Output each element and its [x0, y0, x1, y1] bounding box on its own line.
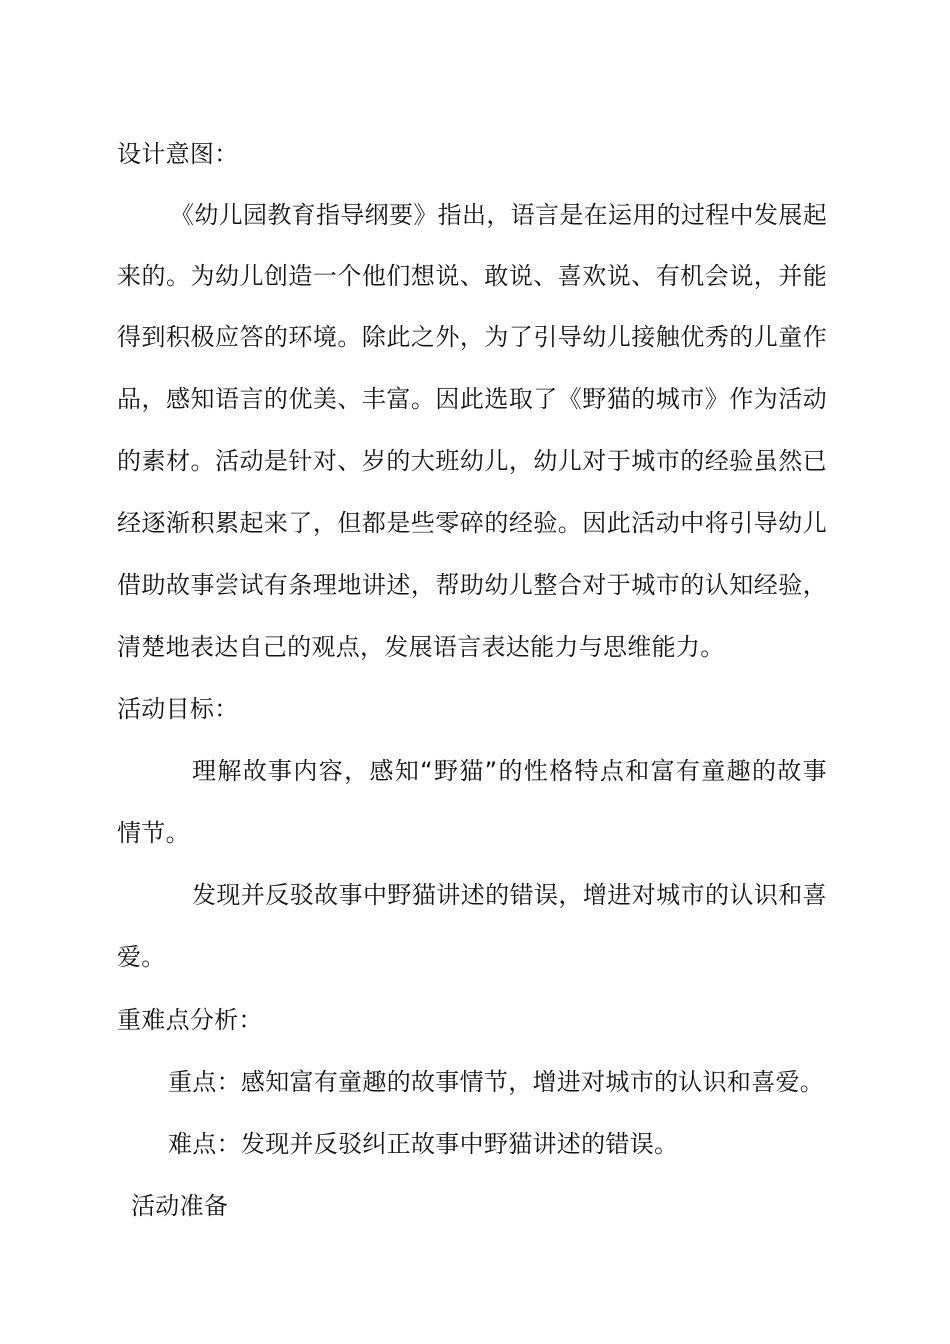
design-intent-line-3: 得到积极应答的环境。除此之外，为了引导幼儿接触优秀的儿童作	[117, 323, 827, 351]
design-intent-line-2: 来的。为幼儿创造一个他们想说、敢说、喜欢说、有机会说，并能	[117, 262, 827, 290]
key-points-heading: 重难点分析：	[117, 1006, 263, 1034]
goal-2-line-1: 发现并反驳故事中野猫讲述的错误，增进对城市的认识和喜	[192, 881, 827, 909]
design-intent-heading: 设计意图：	[117, 140, 239, 168]
goal-1-line-2: 情节。	[117, 819, 190, 847]
design-intent-line-6: 经逐渐积累起来了，但都是些零碎的经验。因此活动中将引导幼儿	[117, 509, 827, 537]
goals-heading: 活动目标：	[117, 695, 239, 723]
design-intent-line-8: 清楚地表达自己的观点，发展语言表达能力与思维能力。	[117, 633, 725, 661]
preparation-heading: 活动准备	[131, 1192, 229, 1220]
design-intent-line-7: 借助故事尝试有条理地讲述，帮助幼儿整合对于城市的认知经验，	[117, 571, 827, 599]
key-point: 重点：感知富有童趣的故事情节，增进对城市的认识和喜爱。	[168, 1068, 825, 1096]
design-intent-line-5: 的素材。活动是针对、岁的大班幼儿，幼儿对于城市的经验虽然已	[117, 447, 827, 475]
difficulty-point: 难点：发现并反驳纠正故事中野猫讲述的错误。	[168, 1130, 679, 1158]
goal-1-line-1: 理解故事内容，感知“野猫”的性格特点和富有童趣的故事	[192, 757, 827, 785]
goal-2-line-2: 爱。	[117, 943, 166, 971]
design-intent-line-4: 品，感知语言的优美、丰富。因此选取了《野猫的城市》作为活动	[117, 385, 827, 413]
design-intent-line-1: 《幼儿园教育指导纲要》指出，语言是在运用的过程中发展起	[170, 201, 827, 229]
